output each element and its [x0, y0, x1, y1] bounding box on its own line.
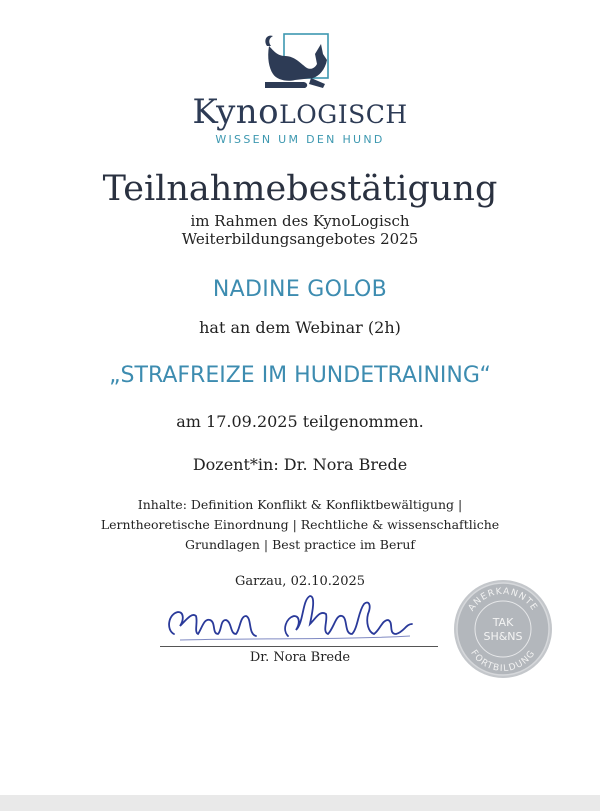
place-and-date: Garzau, 02.10.2025 [234, 574, 366, 589]
brand-name: KynoLOGISCH [192, 92, 408, 132]
svg-text:ANERKANNTE: ANERKANNTE [466, 586, 540, 614]
webinar-statement: hat an dem Webinar (2h) [199, 318, 401, 337]
participant-name: NADINE GOLOB [212, 277, 388, 302]
lecturer: Dozent*in: Dr. Nora Brede [192, 455, 408, 474]
svg-text:SH&NS: SH&NS [483, 630, 523, 643]
signer-name: Dr. Nora Brede [249, 650, 351, 665]
bottom-edge [0, 795, 600, 811]
brand-tagline: WISSEN UM DEN HUND [215, 133, 385, 146]
course-title: „STRAFREIZE IM HUNDETRAINING“ [109, 363, 491, 388]
certificate-subtitle: im Rahmen des KynoLogisch Weiterbildungsangebotes 2025 [181, 212, 419, 248]
accreditation-seal [452, 578, 554, 680]
certificate-title: Teilnahmebestätigung [102, 169, 498, 209]
svg-text:FORTBILDUNG: FORTBILDUNG [468, 648, 538, 675]
attendance-date: am 17.09.2025 teilgenommen. [176, 412, 424, 431]
signature-line [160, 646, 438, 647]
handwritten-signature [160, 590, 440, 650]
dog-icon [255, 30, 335, 100]
course-contents: Inhalte: Definition Konflikt & Konfliktbewältigung | Lerntheoretische Einordnung | Rechtliche & wissenschaftliche Grundlagen | Best practice im Beruf [100, 497, 500, 552]
svg-text:TAK: TAK [492, 616, 514, 629]
